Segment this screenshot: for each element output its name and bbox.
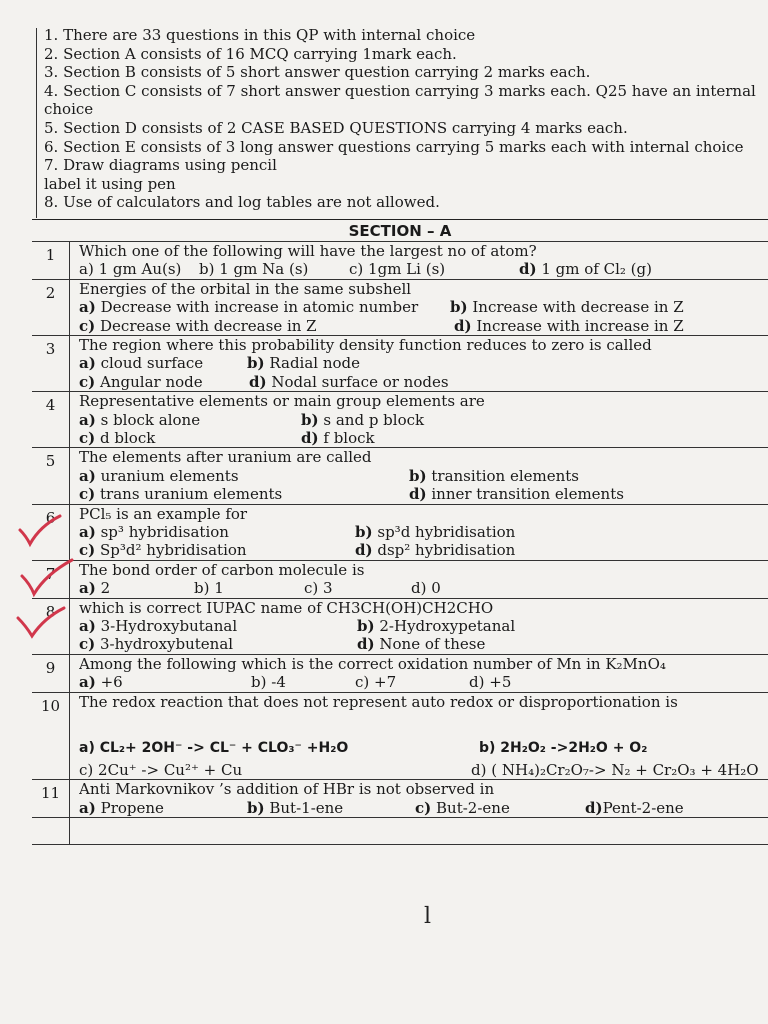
question-number: 11 <box>32 780 70 817</box>
empty-row <box>32 818 768 845</box>
option-b: b) 1 gm Na (s) <box>199 260 309 279</box>
instruction-line: label it using pen <box>44 174 176 193</box>
option-d: d) ( NH₄)₂Cr₂O₇-> N₂ + Cr₂O₃ + 4H₂O <box>471 760 759 779</box>
options-line <box>79 617 768 635</box>
question-body <box>70 242 768 279</box>
question-number: 2 <box>32 280 70 335</box>
tick-mark-icon <box>14 604 68 644</box>
option-b: b) Increase with decrease in Z <box>450 298 684 317</box>
option-d: d) Nodal surface or nodes <box>249 372 449 391</box>
section-header <box>32 220 768 242</box>
instruction-line: 8. Use of calculators and log tables are not allowed. <box>44 193 440 212</box>
options-line <box>79 635 768 653</box>
option-d: d) Increase with increase in Z <box>454 316 684 335</box>
question-row-3 <box>32 336 768 392</box>
tick-mark-icon <box>16 512 66 552</box>
option-a: a) s block alone <box>79 410 201 429</box>
tick-mark-icon <box>18 556 78 600</box>
question-body <box>70 505 768 560</box>
option-d: d) 0 <box>411 579 441 598</box>
option-a: a) +6 <box>79 673 123 692</box>
option-d: d) +5 <box>469 673 512 692</box>
question-row-2 <box>32 280 768 336</box>
instruction-line: 5. Section D consists of 2 CASE BASED QUESTIONS carrying 4 marks each. <box>44 118 628 137</box>
question-text: PCl₅ is an example for <box>79 504 248 523</box>
question-number-empty <box>32 818 70 844</box>
options-line <box>79 761 768 779</box>
option-c: c) Angular node <box>79 372 203 391</box>
option-a: a) 2 <box>79 579 111 598</box>
option-d: d) 1 gm of Cl₂ (g) <box>519 260 652 279</box>
option-a: a) uranium elements <box>79 466 239 485</box>
question-text: The elements after uranium are called <box>79 448 372 467</box>
question-body-empty <box>70 818 768 844</box>
question-body <box>70 693 768 780</box>
options-line <box>79 411 768 429</box>
question-row-1 <box>32 242 768 280</box>
option-c: c) Decrease with decrease in Z <box>79 316 317 335</box>
option-d: d) inner transition elements <box>409 485 624 504</box>
options-line <box>79 485 768 503</box>
question-row-9 <box>32 655 768 693</box>
question-text: Among the following which is the correct oxidation number of Mn in K₂MnO₄ <box>79 654 666 673</box>
option-a: a) cloud surface <box>79 354 204 373</box>
instruction-line: choice <box>44 100 94 119</box>
question-row-10 <box>32 693 768 781</box>
question-text: Representative elements or main group elements are <box>79 392 485 411</box>
option-b: b) 1 <box>194 579 224 598</box>
question-body <box>70 780 768 817</box>
options-line <box>79 579 768 597</box>
instruction-line: 4. Section C consists of 7 short answer question carrying 3 marks each. Q25 have an internal <box>44 81 756 100</box>
question-text: Which one of the following will have the largest no of atom? <box>79 242 537 260</box>
instruction-line: 7. Draw diagrams using pencil <box>44 156 277 175</box>
question-row-7 <box>32 561 768 599</box>
option-c: c) Sp³d² hybridisation <box>79 541 247 560</box>
option-a: a) 3-Hydroxybutanal <box>79 616 238 635</box>
option-c: c) d block <box>79 428 156 447</box>
question-row-5 <box>32 448 768 504</box>
question-text: The region where this probability density function reduces to zero is called <box>79 335 652 354</box>
option-a: a) sp³ hybridisation <box>79 522 229 541</box>
question-number: 9 <box>32 655 70 692</box>
option-d: d) None of these <box>357 635 486 654</box>
question-body <box>70 655 768 692</box>
instruction-line: 2. Section A consists of 16 MCQ carrying 1mark each. <box>44 44 457 63</box>
question-number: 8 <box>32 599 70 654</box>
question-number: 3 <box>32 336 70 391</box>
options-line <box>79 373 768 391</box>
option-d: d)Pent-2-ene <box>585 798 684 817</box>
question-body <box>70 336 768 391</box>
options-line <box>79 298 768 316</box>
option-b: b) Radial node <box>247 354 361 373</box>
options-line <box>79 317 768 335</box>
option-b: b) But-1-ene <box>247 798 344 817</box>
question-text: Energies of the orbital in the same subshell <box>79 279 412 298</box>
question-text: which is correct IUPAC name of CH3CH(OH)CH2CHO <box>79 598 494 617</box>
question-number: 4 <box>32 392 70 447</box>
question-text: The bond order of carbon molecule is <box>79 560 365 579</box>
options-line <box>79 739 768 761</box>
option-a: a) CL₂+ 2OH⁻ -> CL⁻ + CLO₃⁻ +H₂O <box>79 739 349 756</box>
options-line <box>79 354 768 372</box>
options-line <box>79 429 768 447</box>
question-body <box>70 599 768 654</box>
option-b: b) transition elements <box>409 466 579 485</box>
question-body <box>70 561 768 598</box>
question-body <box>70 448 768 503</box>
question-number: 6 <box>32 505 70 560</box>
option-a: a) 1 gm Au(s) <box>79 260 182 279</box>
options-line <box>79 799 768 817</box>
general-instructions <box>44 26 768 212</box>
option-d: d) f block <box>301 428 375 447</box>
question-row-4 <box>32 392 768 448</box>
options-line <box>79 260 768 278</box>
option-c: c) trans uranium elements <box>79 485 283 504</box>
option-c: c) 1gm Li (s) <box>349 260 446 279</box>
instruction-line: 1. There are 33 questions in this QP with internal choice <box>44 26 476 44</box>
section-title: SECTION – A <box>348 222 452 240</box>
instruction-line: 6. Section E consists of 3 long answer questions carrying 5 marks each with internal choice <box>44 137 744 156</box>
question-row-8 <box>32 599 768 655</box>
question-number: 1 <box>32 242 70 279</box>
question-row-6 <box>32 505 768 561</box>
option-b: b) -4 <box>251 673 286 692</box>
options-line <box>79 467 768 485</box>
option-c: c) But-2-ene <box>415 798 510 817</box>
options-line <box>79 523 768 541</box>
question-text: Anti Markovnikov ’s addition of HBr is not observed in <box>79 780 495 799</box>
option-d: d) dsp² hybridisation <box>355 541 516 560</box>
option-c: c) 3 <box>304 579 333 598</box>
question-row-11 <box>32 780 768 818</box>
option-b: b) sp³d hybridisation <box>355 522 516 541</box>
option-a: a) Propene <box>79 798 164 817</box>
question-table <box>32 219 768 845</box>
option-b: b) s and p block <box>301 410 425 429</box>
option-a: a) Decrease with increase in atomic number <box>79 298 419 317</box>
option-c: c) +7 <box>355 673 397 692</box>
option-c: c) 2Cu⁺ -> Cu²⁺ + Cu <box>79 760 243 779</box>
question-text: The redox reaction that does not represent auto redox or disproportionation is <box>79 692 678 711</box>
options-line <box>79 541 768 559</box>
option-c: c) 3-hydroxybutenal <box>79 635 234 654</box>
question-body <box>70 392 768 447</box>
question-number: 7 <box>32 561 70 598</box>
margin-rule <box>36 28 37 218</box>
question-number: 5 <box>32 448 70 503</box>
instruction-line: 3. Section B consists of 5 short answer question carrying 2 marks each. <box>44 63 591 82</box>
options-line <box>79 673 768 691</box>
option-b: b) 2H₂O₂ ->2H₂O + O₂ <box>479 739 648 756</box>
question-number: 10 <box>32 693 70 780</box>
question-body <box>70 280 768 335</box>
stray-pen-mark: l <box>424 904 432 929</box>
option-b: b) 2-Hydroxypetanal <box>357 616 516 635</box>
